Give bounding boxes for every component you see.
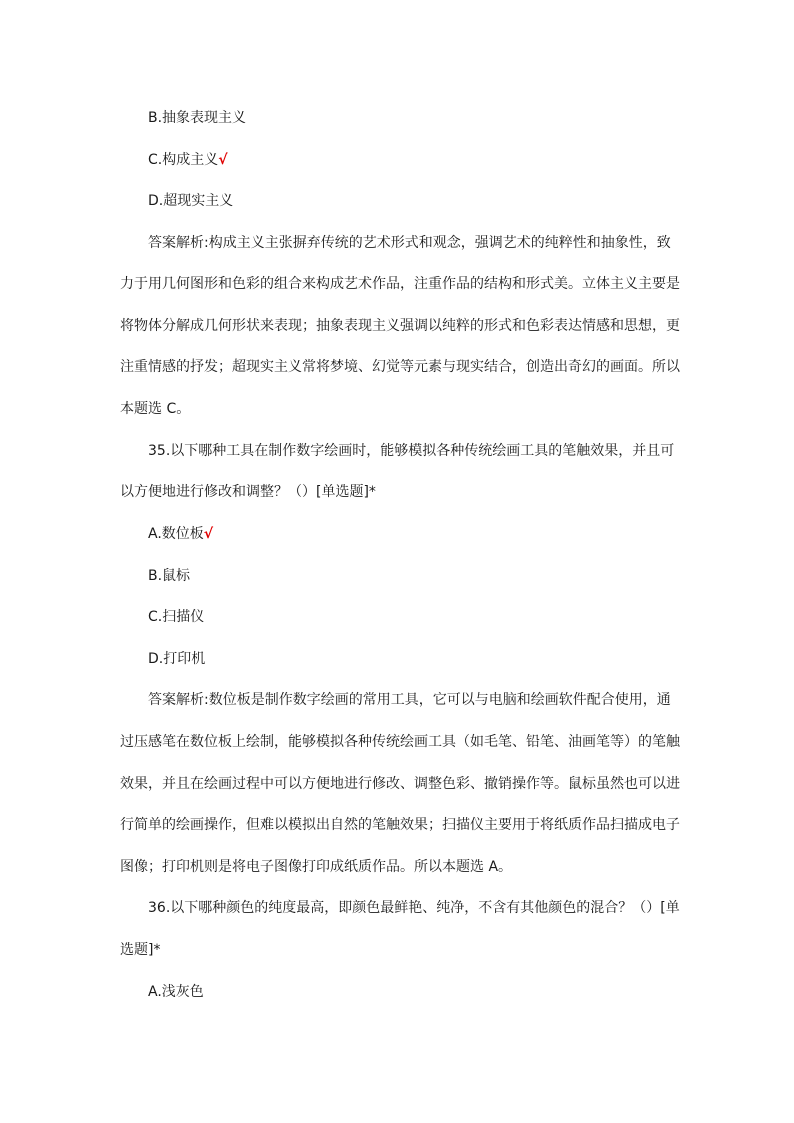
q34-option-c (148, 150, 228, 170)
q35-option-b (148, 566, 190, 586)
q34-explanation-line-1: 答案解析:构成主义主张摒弃传统的艺术形式和观念，强调艺术的纯粹性和抽象性，致 (148, 235, 671, 251)
q35-explanation-line-3: 效果，并且在绘画过程中可以方便地进行修改、调整色彩、撤销操作等。鼠标虽然也可以进 (120, 776, 680, 792)
q34-option-b-text: B.抽象表现主义 (148, 110, 247, 126)
q34-explanation-line-5: 本题选 C。 (120, 401, 191, 417)
correct-checkmark-icon: √ (203, 526, 214, 542)
q35-explanation-line-4: 行简单的绘画操作，但难以模拟出自然的笔触效果；扫描仪主要用于将纸质作品扫描成电子 (120, 817, 680, 833)
q34-option-d-text: D.超现实主义 (148, 193, 234, 209)
q34-explanation-line-3: 将物体分解成几何形状来表现；抽象表现主义强调以纯粹的形式和色彩表达情感和思想，更 (120, 318, 680, 334)
q35-option-a (148, 524, 213, 544)
q35-explanation-line-1: 答案解析:数位板是制作数字绘画的常用工具，它可以与电脑和绘画软件配合使用，通 (148, 692, 671, 708)
q36-option-a-text: A.浅灰色 (148, 984, 204, 1000)
q35-option-c-text: C.扫描仪 (148, 609, 205, 625)
q35-option-b-text: B.鼠标 (148, 568, 191, 584)
q35-explanation-line-2: 过压感笔在数位板上绘制，能够模拟各种传统绘画工具（如毛笔、铅笔、油画笔等）的笔触 (120, 734, 680, 750)
q36-option-a (148, 982, 204, 1002)
q35-question-line-1: 35.以下哪种工具在制作数字绘画时，能够模拟各种传统绘画工具的笔触效果，并且可 (148, 443, 675, 459)
q34-explanation-line-2: 力于用几何图形和色彩的组合来构成艺术作品，注重作品的结构和形式美。立体主义主要是 (120, 276, 680, 292)
q35-option-c (148, 607, 204, 627)
q34-option-d (148, 191, 233, 211)
q36-question-line-2: 选题]* (120, 942, 161, 958)
q35-explanation-line-5: 图像；打印机则是将电子图像打印成纸质作品。所以本题选 A。 (120, 859, 513, 875)
q35-option-a-text: A.数位板 (148, 526, 204, 542)
q34-explanation-line-4: 注重情感的抒发；超现实主义常将梦境、幻觉等元素与现实结合，创造出奇幻的画面。所以 (120, 359, 680, 375)
q35-option-d (148, 649, 205, 669)
q36-question-line-1: 36.以下哪种颜色的纯度最高，即颜色最鲜艳、纯净，不含有其他颜色的混合？（）[单 (148, 900, 680, 916)
correct-checkmark-icon: √ (218, 152, 228, 168)
q34-option-b (148, 108, 246, 128)
q34-option-c-text: C.构成主义 (148, 152, 219, 168)
q35-option-d-text: D.打印机 (148, 651, 206, 667)
q35-question-line-2: 以方便地进行修改和调整？（）[单选题]* (120, 484, 376, 500)
